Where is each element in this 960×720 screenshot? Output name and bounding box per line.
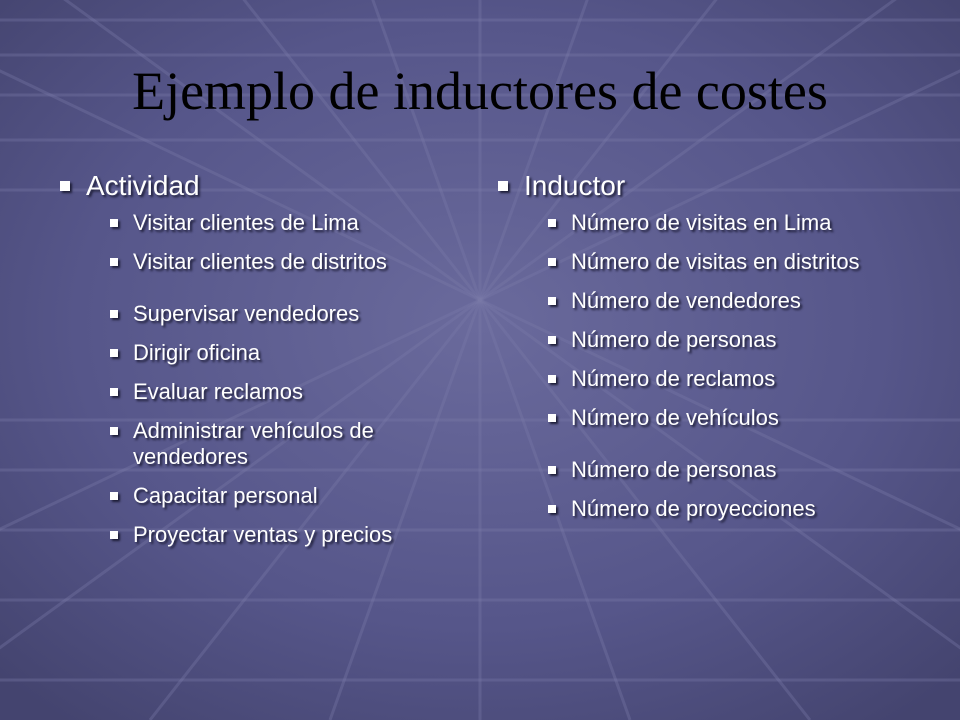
activity-heading <box>60 168 480 204</box>
list-item <box>110 340 480 366</box>
list-item-text: Visitar clientes de Lima <box>133 210 359 235</box>
square-bullet-icon <box>110 531 118 539</box>
square-bullet-icon <box>548 375 556 383</box>
list-item <box>548 249 938 275</box>
square-bullet-icon <box>548 297 556 305</box>
list-item-text: Número de reclamos <box>571 366 776 391</box>
square-bullet-icon <box>110 310 118 318</box>
driver-list <box>498 210 938 522</box>
square-bullet-icon <box>110 219 118 227</box>
list-item <box>110 301 480 327</box>
list-item <box>548 210 938 236</box>
square-bullet-icon <box>548 258 556 266</box>
square-bullet-icon <box>110 388 118 396</box>
list-item <box>110 522 480 548</box>
list-item-text: Número de visitas en distritos <box>571 249 860 274</box>
square-bullet-icon <box>548 219 556 227</box>
list-item <box>548 288 938 314</box>
list-item-text: Número de proyecciones <box>571 496 816 521</box>
list-item-text: Número de personas <box>571 457 777 482</box>
list-item <box>110 249 480 275</box>
activity-heading-text: Actividad <box>86 170 200 201</box>
driver-heading-text: Inductor <box>524 170 626 201</box>
list-item-text: Visitar clientes de distritos <box>133 249 387 274</box>
list-item <box>110 418 480 470</box>
list-item-text: Número de personas <box>571 327 777 352</box>
activity-list <box>60 210 480 548</box>
activity-column <box>60 168 480 561</box>
driver-column <box>498 168 938 535</box>
square-bullet-icon <box>548 336 556 344</box>
list-item-text: Proyectar ventas y precios <box>133 522 393 547</box>
list-item-text: Número de visitas en Lima <box>571 210 832 235</box>
square-bullet-icon <box>110 349 118 357</box>
list-item <box>110 483 480 509</box>
list-item <box>110 210 480 236</box>
list-item <box>548 327 938 353</box>
square-bullet-icon <box>60 181 70 191</box>
slide-title: Ejemplo de inductores de costes <box>132 61 828 121</box>
square-bullet-icon <box>110 427 118 435</box>
list-item <box>110 379 480 405</box>
square-bullet-icon <box>548 466 556 474</box>
list-item-text: Administrar vehículos de vendedores <box>133 418 374 469</box>
square-bullet-icon <box>110 492 118 500</box>
list-item-text: Capacitar personal <box>133 483 318 508</box>
list-item <box>548 496 938 522</box>
list-item-text: Número de vendedores <box>571 288 801 313</box>
list-item-text: Supervisar vendedores <box>133 301 360 326</box>
driver-heading <box>498 168 938 204</box>
square-bullet-icon <box>548 414 556 422</box>
list-item <box>548 457 938 483</box>
list-item-text: Dirigir oficina <box>133 340 261 365</box>
square-bullet-icon <box>498 181 508 191</box>
list-item-text: Evaluar reclamos <box>133 379 303 404</box>
list-item <box>548 366 938 392</box>
square-bullet-icon <box>110 258 118 266</box>
list-item <box>548 405 938 431</box>
square-bullet-icon <box>548 505 556 513</box>
list-item-text: Número de vehículos <box>571 405 779 430</box>
